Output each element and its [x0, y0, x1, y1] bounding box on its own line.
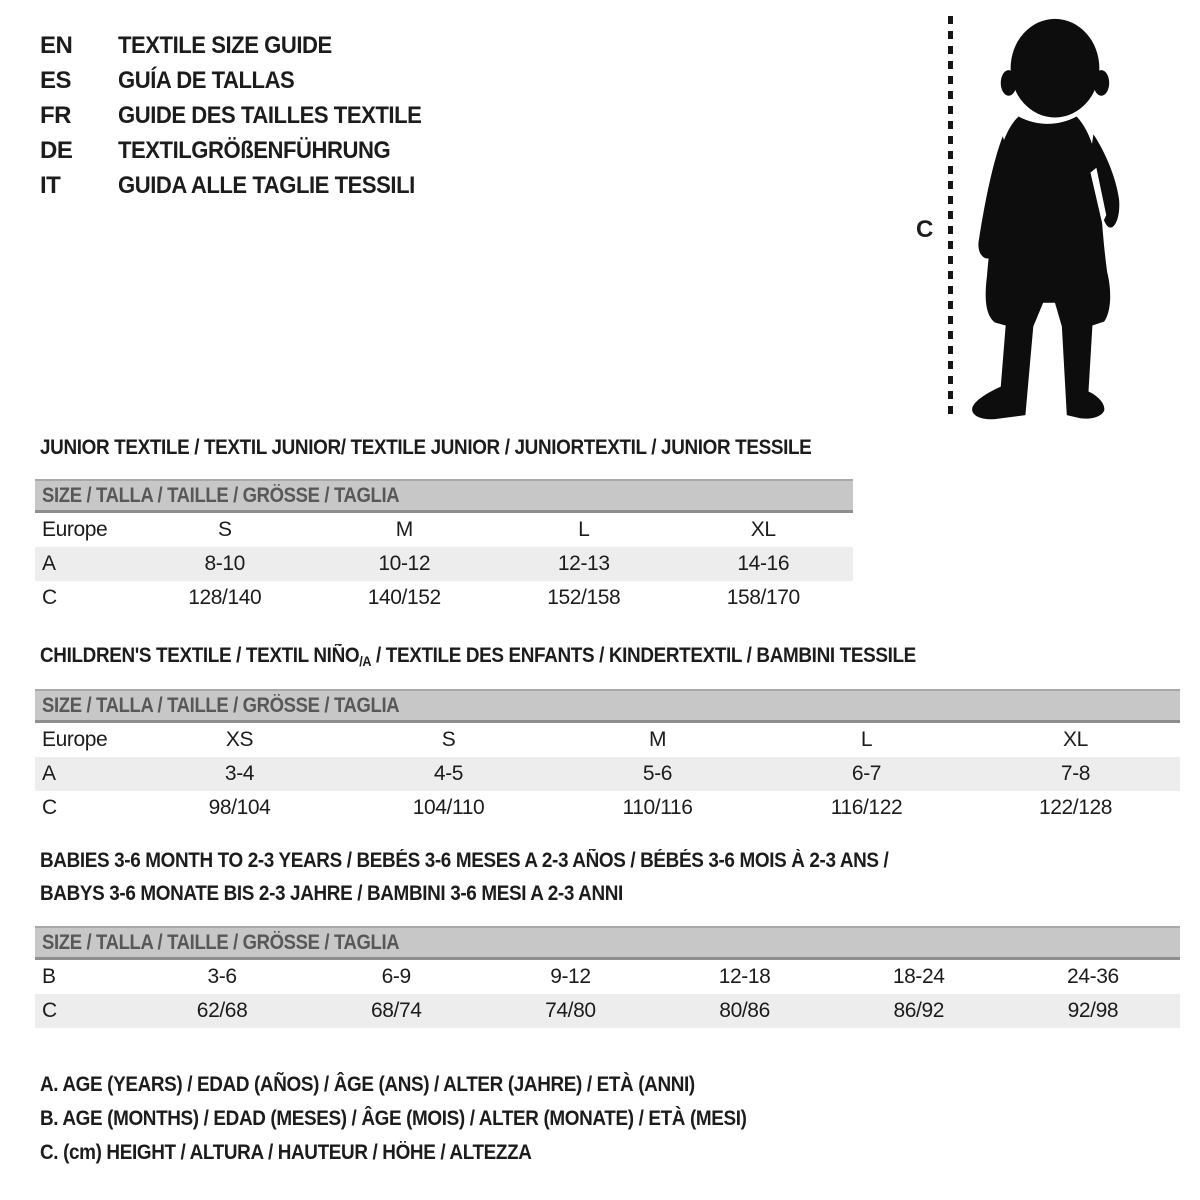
height-cell: 68/74 [370, 999, 422, 1022]
age-cell: 6-9 [381, 965, 411, 988]
height-measure-figure [900, 12, 1195, 427]
row-label: Europe [42, 518, 108, 541]
junior-size-header-bar [35, 479, 853, 513]
height-cell: 86/92 [893, 999, 945, 1022]
babies-title-line2: BABYS 3-6 MONATE BIS 2-3 JAHRE / BAMBINI 3-6 MESI A 2-3 ANNI [40, 881, 623, 905]
row-label: B [42, 965, 56, 988]
height-cell: 158/170 [726, 586, 800, 609]
age-cell: 3-6 [207, 965, 237, 988]
height-cell: 140/152 [367, 586, 441, 609]
children-title-rest: / TEXTILE DES ENFANTS / KINDERTEXTIL / BAMBINI TESSILE [371, 644, 916, 667]
guide-title-it: GUIDA ALLE TAGLIE TESSILI [118, 171, 415, 199]
row-label: A [42, 762, 56, 785]
size-cell: M [395, 518, 413, 541]
age-cell: 5-6 [642, 762, 673, 785]
size-cell: XL [1063, 728, 1088, 751]
age-cell: 4-5 [433, 762, 464, 785]
age-cell: 7-8 [1060, 762, 1091, 785]
language-row-es [40, 63, 448, 98]
guide-title-en: TEXTILE SIZE GUIDE [118, 31, 332, 59]
age-cell: 8-10 [204, 552, 245, 575]
size-cell: XS [225, 728, 254, 751]
row-label: C [42, 999, 57, 1022]
age-cell: 12-18 [718, 965, 771, 988]
language-code: ES [40, 66, 72, 94]
children-size-table [35, 689, 1180, 825]
children-title-main: CHILDREN'S TEXTILE / TEXTIL NIÑO [40, 644, 360, 667]
guide-title-es: GUÍA DE TALLAS [118, 66, 295, 94]
guide-title-de: TEXTILGRÖßENFÜHRUNG [118, 136, 391, 164]
measure-legend [40, 1068, 825, 1170]
table-row-height-cm [35, 581, 853, 615]
size-cell: L [578, 518, 590, 541]
babies-section-title [40, 844, 888, 910]
legend-height-cm: C. (cm) HEIGHT / ALTURA / HAUTEUR / HÖHE / ALTEZZA [40, 1141, 532, 1164]
language-row-de [40, 133, 448, 168]
age-cell: 6-7 [851, 762, 882, 785]
size-header-label: SIZE / TALLA / TAILLE / GRÖSSE / TAGLIA [42, 930, 400, 954]
babies-size-header-bar [35, 926, 1180, 960]
language-code: FR [40, 101, 71, 129]
table-row-age-years [35, 547, 853, 581]
guide-title-fr: GUIDE DES TAILLES TEXTILE [118, 101, 422, 129]
size-header-label: SIZE / TALLA / TAILLE / GRÖSSE / TAGLIA [42, 483, 400, 507]
language-row-en [40, 28, 448, 63]
row-label: Europe [42, 728, 108, 751]
legend-age-months: B. AGE (MONTHS) / EDAD (MESES) / ÂGE (MOIS) / ALTER (MONATE) / ETÀ (MESI) [40, 1107, 747, 1130]
language-code: IT [40, 171, 61, 199]
height-cell: 128/140 [188, 586, 262, 609]
children-size-header-bar [35, 689, 1180, 723]
toddler-silhouette-icon [958, 12, 1148, 426]
size-header-label: SIZE / TALLA / TAILLE / GRÖSSE / TAGLIA [42, 693, 400, 717]
table-row-age-years [35, 757, 1180, 791]
babies-size-table [35, 926, 1180, 1028]
language-row-it [40, 168, 448, 203]
age-cell: 14-16 [737, 552, 790, 575]
size-cell: L [860, 728, 873, 751]
children-title-subscript: /A [359, 653, 372, 669]
row-label: A [42, 552, 56, 575]
junior-section-title: JUNIOR TEXTILE / TEXTIL JUNIOR/ TEXTILE JUNIOR / JUNIORTEXTIL / JUNIOR TESSILE [40, 436, 812, 459]
size-cell: XL [750, 518, 776, 541]
junior-size-table [35, 479, 853, 615]
height-cell: 122/128 [1038, 796, 1113, 819]
table-row-height-cm [35, 791, 1180, 825]
measure-c-label: C [916, 216, 934, 243]
table-row-europe [35, 723, 1180, 757]
height-dashed-line [948, 16, 953, 418]
height-cell: 98/104 [208, 796, 271, 819]
babies-title-line1: BABIES 3-6 MONTH TO 2-3 YEARS / BEBÉS 3-6 MESES A 2-3 AÑOS / BÉBÉS 3-6 MOIS À 2-3 ANS / [40, 848, 889, 872]
height-cell: 116/122 [830, 796, 903, 819]
age-cell: 24-36 [1067, 965, 1119, 988]
table-row-height-cm [35, 994, 1180, 1028]
row-label: C [42, 586, 57, 609]
height-cell: 104/110 [412, 796, 485, 819]
language-code: DE [40, 136, 73, 164]
language-code: EN [40, 31, 73, 59]
language-row-fr [40, 98, 448, 133]
size-cell: M [648, 728, 667, 751]
size-cell: S [217, 518, 232, 541]
height-cell: 110/116 [622, 796, 693, 819]
legend-age-years: A. AGE (YEARS) / EDAD (AÑOS) / ÂGE (ANS) / ALTER (JAHRE) / ETÀ (ANNI) [40, 1073, 695, 1096]
table-row-age-months [35, 960, 1180, 994]
children-section-title [40, 644, 916, 669]
age-cell: 18-24 [892, 965, 945, 988]
row-label: C [42, 796, 57, 819]
age-cell: 3-4 [224, 762, 255, 785]
size-cell: S [441, 728, 456, 751]
height-cell: 152/158 [547, 586, 621, 609]
height-cell: 80/86 [719, 999, 770, 1022]
age-cell: 9-12 [550, 965, 591, 988]
height-cell: 74/80 [545, 999, 596, 1022]
age-cell: 10-12 [378, 552, 431, 575]
height-cell: 62/68 [196, 999, 248, 1022]
table-row-europe [35, 513, 853, 547]
height-cell: 92/98 [1067, 999, 1119, 1022]
language-header [40, 28, 448, 203]
age-cell: 12-13 [557, 552, 610, 575]
